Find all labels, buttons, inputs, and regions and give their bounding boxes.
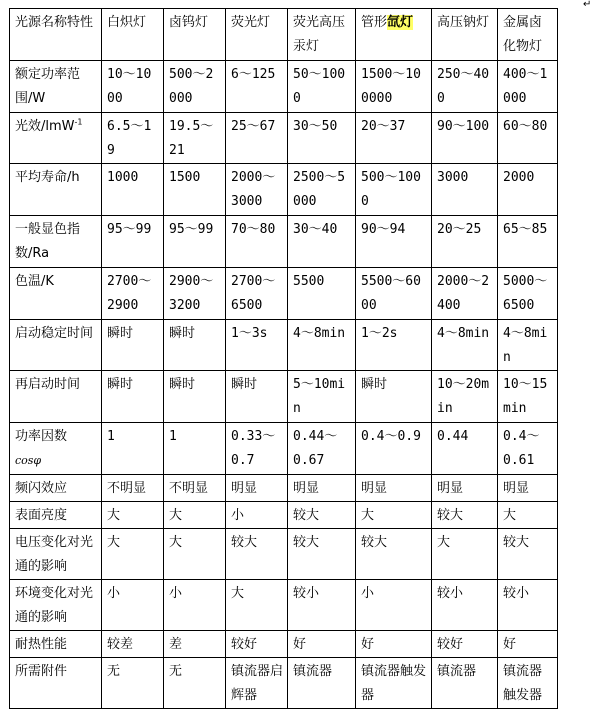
table-row: [10, 371, 558, 423]
table-cell: 大: [102, 529, 164, 580]
table-row: [10, 61, 558, 113]
row-label: 额定功率范围/W: [10, 61, 102, 113]
header-cell: 管形氙灯: [356, 9, 432, 61]
table-cell: 大: [164, 502, 226, 529]
table-row: [10, 529, 558, 580]
table-cell: 0.44～0.67: [288, 423, 356, 475]
table-cell: 大: [356, 502, 432, 529]
header-cell: 卤钨灯: [164, 9, 226, 61]
table-cell: 1000: [102, 164, 164, 216]
table-cell: 较大: [498, 529, 558, 580]
table-cell: 10～20min: [432, 371, 498, 423]
table-cell: 较差: [102, 631, 164, 658]
row-label: 所需附件: [10, 658, 102, 709]
table-cell: 大: [226, 580, 288, 631]
table-cell: 10～1000: [102, 61, 164, 113]
table-row: [10, 216, 558, 268]
table-cell: 1: [102, 423, 164, 475]
table-cell: 不明显: [164, 475, 226, 502]
table-cell: 1: [164, 423, 226, 475]
table-cell: 5500: [288, 268, 356, 320]
table-cell: 大: [498, 502, 558, 529]
table-cell: 5～10min: [288, 371, 356, 423]
table-cell: 10～15min: [498, 371, 558, 423]
row-label: 电压变化对光通的影响: [10, 529, 102, 580]
table-cell: 瞬时: [226, 371, 288, 423]
table-cell: 镇流器: [432, 658, 498, 709]
header-cell: 金属卤化物灯: [498, 9, 558, 61]
table-cell: 90～100: [432, 113, 498, 164]
table-cell: 65～85: [498, 216, 558, 268]
row-label: 平均寿命/h: [10, 164, 102, 216]
table-cell: 明显: [226, 475, 288, 502]
table-cell: 好: [498, 631, 558, 658]
table-row: [10, 268, 558, 320]
table-cell: 镇流器启辉器: [226, 658, 288, 709]
table-cell: 镇流器: [288, 658, 356, 709]
table-cell: 无: [164, 658, 226, 709]
header-cell: 高压钠灯: [432, 9, 498, 61]
header-cell: 白炽灯: [102, 9, 164, 61]
table-cell: 95～99: [102, 216, 164, 268]
table-cell: 5000～6500: [498, 268, 558, 320]
table-cell: 1～3s: [226, 320, 288, 371]
table-cell: 小: [356, 580, 432, 631]
table-cell: 瞬时: [164, 320, 226, 371]
table-cell: 4～8min: [288, 320, 356, 371]
table-cell: 较小: [288, 580, 356, 631]
table-cell: 差: [164, 631, 226, 658]
table-cell: 好: [356, 631, 432, 658]
table-row: [10, 580, 558, 631]
table-cell: 瞬时: [102, 371, 164, 423]
row-label-sub: cosφ: [15, 454, 42, 467]
table-cell: 30～50: [288, 113, 356, 164]
table-cell: 0.33～0.7: [226, 423, 288, 475]
table-cell: 大: [102, 502, 164, 529]
table-cell: 无: [102, 658, 164, 709]
table-cell: 20～37: [356, 113, 432, 164]
table-cell: 400～1000: [498, 61, 558, 113]
header-cell: 荧光高压汞灯: [288, 9, 356, 61]
table-row: [10, 423, 558, 475]
table-cell: 1500～100000: [356, 61, 432, 113]
table-cell: 6.5～19: [102, 113, 164, 164]
header-cell: 荧光灯: [226, 9, 288, 61]
table-row: [10, 631, 558, 658]
table-row: [10, 502, 558, 529]
table-cell: 4～8min: [432, 320, 498, 371]
table-row: [10, 658, 558, 709]
row-label: 光效/lmW$^{-1}$: [10, 113, 102, 164]
table-cell: 0.4～0.61: [498, 423, 558, 475]
table-cell: 不明显: [102, 475, 164, 502]
table-cell: 0.44: [432, 423, 498, 475]
table-cell: 瞬时: [356, 371, 432, 423]
header-cell: 光源名称特性: [10, 9, 102, 61]
table-cell: 较好: [432, 631, 498, 658]
corner-return-mark: ↵: [583, 0, 591, 10]
table-cell: 50～1000: [288, 61, 356, 113]
row-label: 一般显色指数/Ra: [10, 216, 102, 268]
table-cell: 较大: [432, 502, 498, 529]
table-cell: 0.4～0.9: [356, 423, 432, 475]
table-cell: 2700～2900: [102, 268, 164, 320]
row-label: 功率因数 cosφ: [10, 423, 102, 475]
table-cell: 19.5～21: [164, 113, 226, 164]
table-cell: 大: [432, 529, 498, 580]
table-cell: 25～67: [226, 113, 288, 164]
table-cell: 镇流器触发器: [356, 658, 432, 709]
table-cell: 大: [164, 529, 226, 580]
table-cell: 小: [226, 502, 288, 529]
table-cell: 2000: [498, 164, 558, 216]
row-label: 频闪效应: [10, 475, 102, 502]
row-label: 环境变化对光通的影响: [10, 580, 102, 631]
table-cell: 明显: [432, 475, 498, 502]
table-cell: 镇流器触发器: [498, 658, 558, 709]
table-cell: 较好: [226, 631, 288, 658]
table-cell: 2900～3200: [164, 268, 226, 320]
table-cell: 小: [102, 580, 164, 631]
table-cell: 1500: [164, 164, 226, 216]
table-cell: 明显: [356, 475, 432, 502]
table-cell: 瞬时: [102, 320, 164, 371]
table-row: [10, 475, 558, 502]
table-cell: 2700～6500: [226, 268, 288, 320]
row-label: 耐热性能: [10, 631, 102, 658]
table-cell: 明显: [498, 475, 558, 502]
table-cell: 500～2000: [164, 61, 226, 113]
table-cell: 4～8min: [498, 320, 558, 371]
table-cell: 较大: [288, 502, 356, 529]
table-row: [10, 113, 558, 164]
row-label: 表面亮度: [10, 502, 102, 529]
table-cell: 较大: [226, 529, 288, 580]
row-label: 再启动时间: [10, 371, 102, 423]
table-cell: 30～40: [288, 216, 356, 268]
table-row: [10, 164, 558, 216]
table-cell: 2000～2400: [432, 268, 498, 320]
table-cell: 好: [288, 631, 356, 658]
table-cell: 较大: [356, 529, 432, 580]
table-cell: 小: [164, 580, 226, 631]
light-source-comparison-table: [9, 8, 558, 709]
table-cell: 95～99: [164, 216, 226, 268]
table-cell: 较小: [432, 580, 498, 631]
table-cell: 1～2s: [356, 320, 432, 371]
table-cell: 3000: [432, 164, 498, 216]
table-cell: 70～80: [226, 216, 288, 268]
table-cell: 20～25: [432, 216, 498, 268]
table-cell: 60～80: [498, 113, 558, 164]
table-cell: 5500～6000: [356, 268, 432, 320]
table-row: [10, 320, 558, 371]
table-cell: 瞬时: [164, 371, 226, 423]
table-cell: 明显: [288, 475, 356, 502]
row-label: 启动稳定时间: [10, 320, 102, 371]
table-cell: 较大: [288, 529, 356, 580]
highlighted-text: 氙灯: [387, 15, 414, 30]
table-cell: 500～1000: [356, 164, 432, 216]
table-header-row: [10, 9, 558, 61]
table-cell: 2500～5000: [288, 164, 356, 216]
table-cell: 6～125: [226, 61, 288, 113]
table-cell: 250～400: [432, 61, 498, 113]
table-cell: 90～94: [356, 216, 432, 268]
table-cell: 2000～3000: [226, 164, 288, 216]
table-cell: 较小: [498, 580, 558, 631]
row-label: 色温/K: [10, 268, 102, 320]
